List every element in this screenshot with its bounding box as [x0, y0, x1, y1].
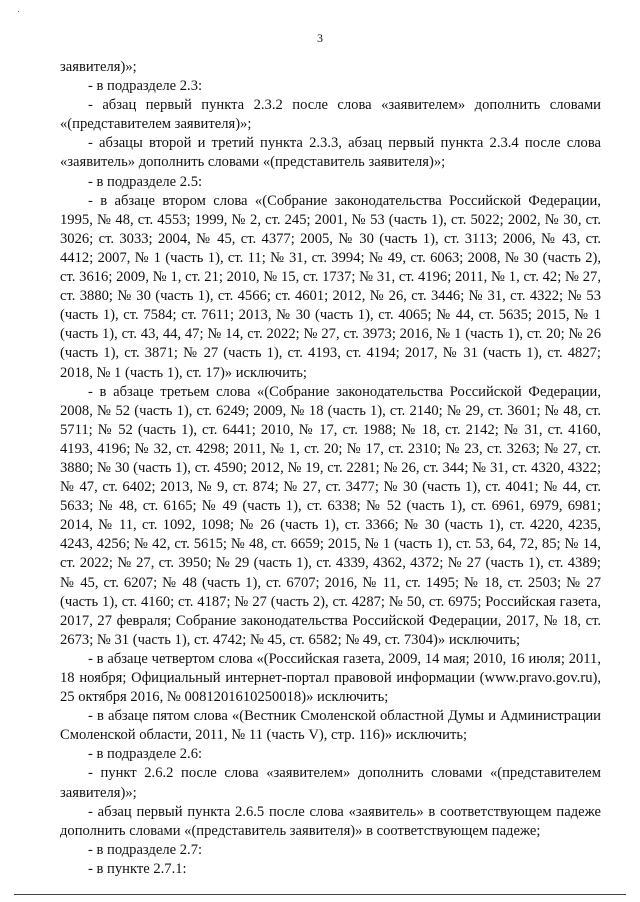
paragraph: - в подразделе 2.5:	[88, 173, 203, 190]
paragraph: - в пункте 2.7.1:	[88, 860, 187, 877]
document-body	[60, 58, 601, 879]
paragraph: - в абзаце втором слова «(Собрание законодательства Российской Федерации, 1995, № 48, ст. 4553; 1999, № 2, ст. 245; 2001, № 53 (часть 1), ст. 5022; 2002, № 30, ст. 3026; ст. 3033; 2004, № 45, ст. 4377; 2005, № 30 (часть 1), ст. 3113; 2006, № 43, ст. 4412; 2007, № 1 (часть 1), ст. 11; № 31, ст. 3994; № 49, ст. 6063; 2008, № 30 (часть 2), ст. 3616; 2009, № 1, ст. 21; 2010, № 15, ст. 1737; № 31, ст. 4196; 2011, № 1, ст. 42; № 27, ст. 3880; № 30 (часть 1), ст. 4566; ст. 4601; 2012, № 26, ст. 3446; № 31, ст. 4322; № 53 (часть 1), ст. 7584; ст. 7611; 2013, № 30 (часть 1), ст. 4065; № 44, ст. 5635; 2015, № 1 (часть 1), ст. 43, 44, 47; № 14, ст. 2022; № 27, ст. 3973; 2016, № 1 (часть 1), ст. 20; № 26 (часть 1), ст. 3871; № 27 (часть 1), ст. 4193, ст. 4194; 2017, № 31 (часть 1), ст. 4827; 2018, № 1 (часть 1), ст. 17)» исключить;	[60, 192, 601, 381]
paragraph: - в подразделе 2.7:	[88, 841, 203, 858]
paragraph: - пункт 2.6.2 после слова «заявителем» дополнить словами «(представителем заявителя)»;	[60, 765, 601, 801]
paragraph: - в абзаце четвертом слова «(Российская газета, 2009, 14 мая; 2010, 16 июля; 2011, 18 ноября; Официальный интернет-портал правовой информации (www.pravo.gov.ru), 25 октября 2016, № 0081201610250018)» исключить;	[60, 650, 601, 706]
paragraph: заявителя)»;	[60, 59, 137, 75]
paragraph: - в абзаце третьем слова «(Собрание законодательства Российской Федерации, 2008, № 52 (часть 1), ст. 6249; 2009, № 18 (часть 1), ст. 2140; № 29, ст. 3601; № 48, ст. 5711; № 52 (часть 1), ст. 6441; 2010, № 17, ст. 1988; № 18, ст. 2142; № 31, ст. 4160, 4193, 4196; № 32, ст. 4298; 2011, № 1, ст. 20; № 17, ст. 2310; № 23, ст. 3263; № 27, ст. 3880; № 30 (часть 1), ст. 4590; 2012, № 19, ст. 2281; № 26, ст. 344; № 31, ст. 4320, 4322; № 47, ст. 6402; 2013, № 9, ст. 874; № 27, ст. 3477; № 30 (часть 1), ст. 4041; № 44, ст. 5633; № 48, ст. 6165; № 49 (часть 1), ст. 6338; № 52 (часть 1), ст. 6961, 6979, 6981; 2014, № 11, ст. 1092, 1098; № 26 (часть 1), ст. 3366; № 30 (часть 1), ст. 4220, 4235, 4243, 4256; № 42, ст. 5615; № 48, ст. 6659; 2015, № 1 (часть 1), ст. 53, 64, 72, 85; № 14, ст. 2022; № 27, ст. 3950; № 29 (часть 1), ст. 4339, 4362, 4372; № 27 (часть 1), ст. 4389; № 45, ст. 6207; № 48 (часть 1), ст. 6707; 2016, № 11, ст. 1495; № 18, ст. 2503; № 27 (часть 1), ст. 4160; ст. 4187; № 27 (часть 2), ст. 4287; № 50, ст. 6975; Российская газета, 2017, 27 февраля; Собрание законодательства Российской Федерации, 2017, № 18, ст. 2673; № 31 (часть 1), ст. 4742; № 45, ст. 6582; № 49, ст. 7304)» исключить;	[60, 383, 601, 648]
paragraph: - в абзаце пятом слова «(Вестник Смоленской областной Думы и Администрации Смоленской области, 2011, № 11 (часть V), стр. 116)» исключить;	[60, 708, 601, 744]
paragraph: - в подразделе 2.3:	[88, 78, 203, 95]
paragraph: - абзац первый пункта 2.3.2 после слова «заявителем» дополнить словами «(представителем заявителя)»;	[60, 97, 601, 133]
paragraph: - в подразделе 2.6:	[88, 746, 203, 763]
paragraph: - абзац первый пункта 2.6.5 после слова «заявитель» в соответствующем падеже дополнить словами «(представитель заявителя)» в соответствующем падеже;	[60, 803, 601, 839]
page-number: 3	[317, 31, 323, 45]
scan-speck	[18, 11, 19, 12]
paragraph: - абзацы второй и третий пункта 2.3.3, абзац первый пункта 2.3.4 после слова «заявитель» дополнить словами «(представитель заявителя)»;	[60, 135, 601, 171]
bottom-rule	[14, 894, 626, 895]
